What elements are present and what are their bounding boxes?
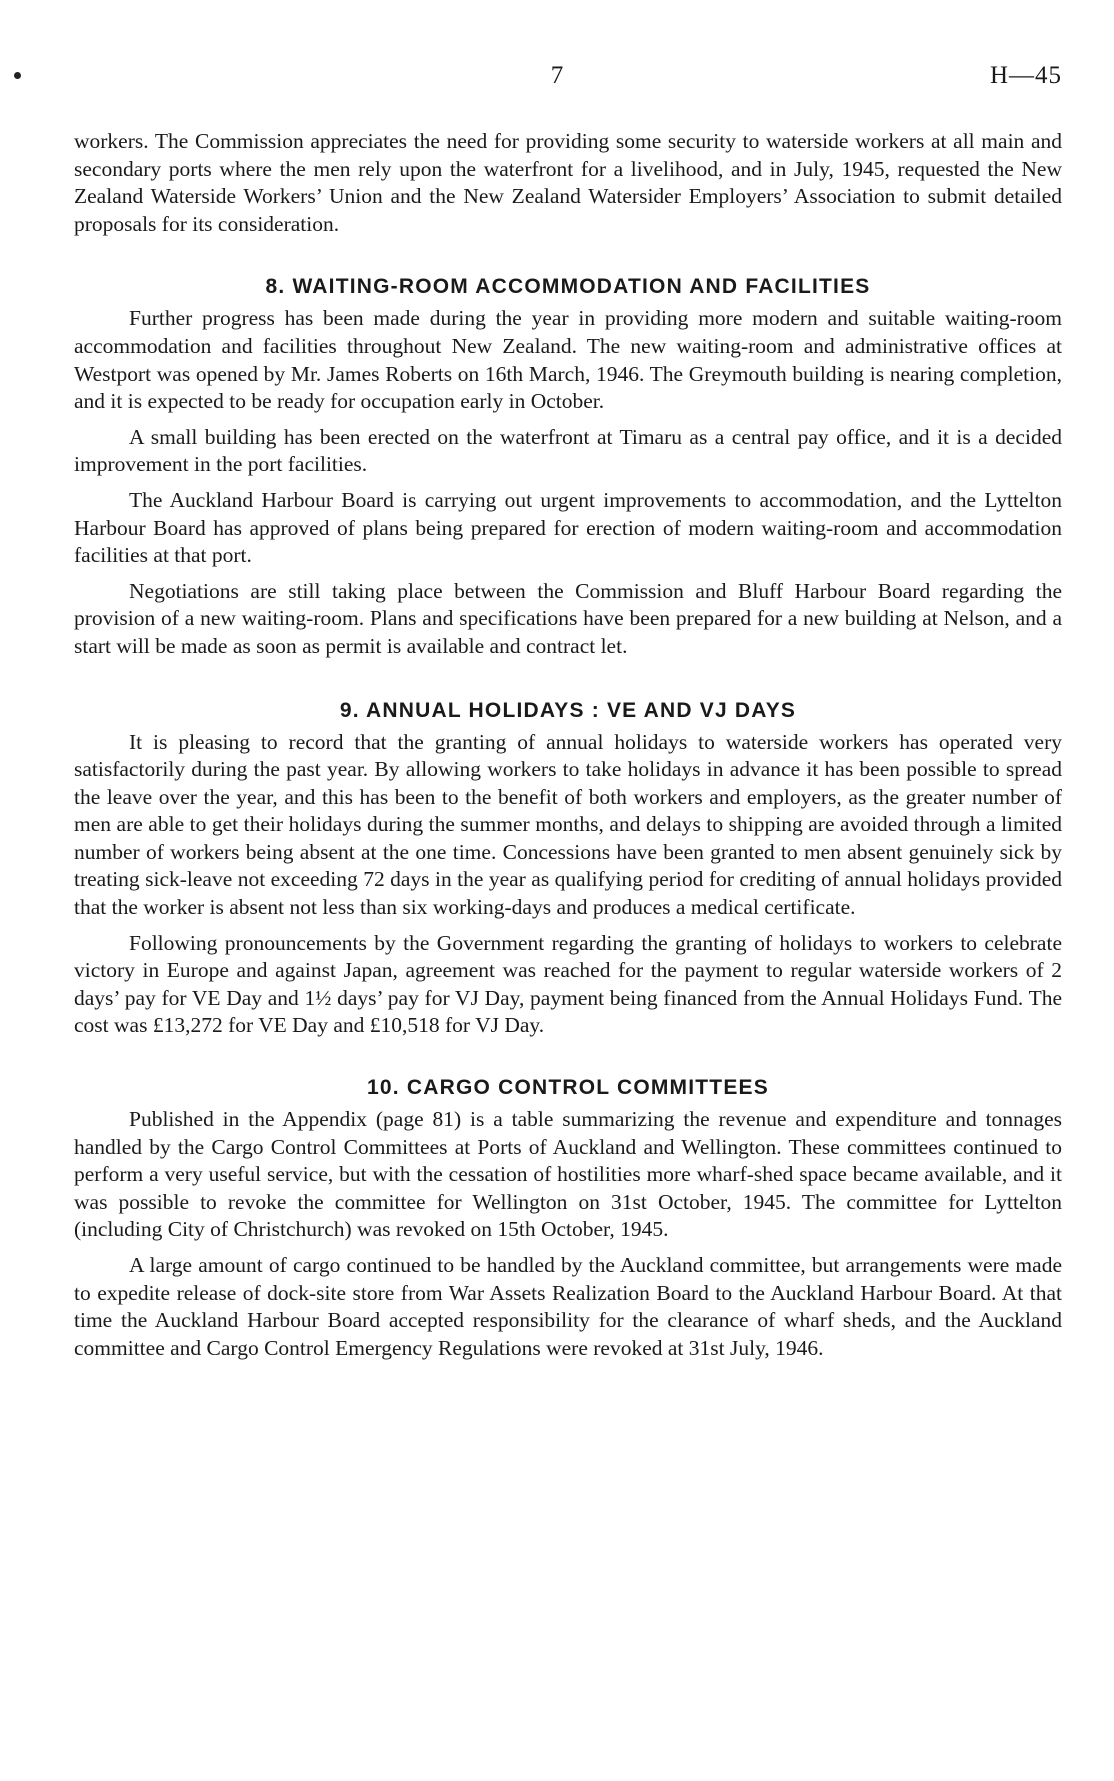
section-annual-holidays <box>74 697 1062 1041</box>
page-header <box>0 62 1114 92</box>
section-heading: 8. WAITING-ROOM ACCOMMODATION AND FACILITIES <box>265 275 871 299</box>
paragraph: A large amount of cargo continued to be handled by the Auckland committee, but arrangements were made to expedite release of dock-site store from War Assets Realization Board to the Auckland Harbour Board. At that time the Auckland Harbour Board accepted responsibility for the clearance of wharf sheds, and the Auckland committee and Cargo Control Emergency Regulations were revoked at 31st July, 1946. <box>74 1253 1062 1360</box>
intro-paragraph: workers. The Commission appreciates the need for providing some security to waterside workers at all main and secondary ports where the men rely upon the waterfront for a livelihood, and in July, 1945, requested the New Zealand Waterside Workers’ Union and the New Zealand Watersider Employers’ Association to submit detailed proposals for its consideration. <box>74 129 1062 236</box>
paragraph: The Auckland Harbour Board is carrying out urgent improvements to accommodation, and the Lyttelton Harbour Board has approved of plans being prepared for erection of modern waiting-room and accommodation facilities at that port. <box>74 487 1062 568</box>
paragraph: It is pleasing to record that the granting of annual holidays to waterside workers has operated very satisfactorily during the past year. By allowing workers to take holidays in advance it has been possible to spread the leave over the year, and this has been to the benefit of both workers and employers, as the greater number of men are able to get their holidays during the summer months, and delays to shipping are avoided through a limited number of workers being absent at the one time. Concessions have been granted to men absent genuinely sick by treating sick-leave not exceeding 72 days in the year as qualifying period for crediting of annual holidays provided that the worker is absent not less than six working-days and produces a medical certificate. <box>74 729 1062 920</box>
section-cargo-control <box>74 1074 1062 1362</box>
paragraph: Published in the Appendix (page 81) is a table summarizing the revenue and expenditure and tonnages handled by the Cargo Control Committees at Ports of Auckland and Wellington. These committees continued to perform a very useful service, but with the cessation of hostilities more wharf-shed space became available, and it was possible to revoke the committee for Wellington on 31st October, 1945. The committee for Lyttelton (including City of Christchurch) was revoked on 15th October, 1945. <box>74 1107 1062 1242</box>
section-waiting-room <box>74 273 1062 660</box>
page-body <box>74 128 1062 1362</box>
section-heading: 9. ANNUAL HOLIDAYS : VE AND VJ DAYS <box>339 698 797 722</box>
paragraph: Further progress has been made during the year in providing more modern and suitable waiting-room accommodation and facilities throughout New Zealand. The new waiting-room and administrative offices at Westport was opened by Mr. James Roberts on 16th March, 1946. The Greymouth building is nearing completion, and it is expected to be ready for occupation early in October. <box>74 306 1062 414</box>
paragraph: Negotiations are still taking place between the Commission and Bluff Harbour Board regarding the provision of a new waiting-room. Plans and specifications have been prepared for a new building at Nelson, and a start will be made as soon as permit is available and contract let. <box>74 578 1062 658</box>
section-heading: 10. CARGO CONTROL COMMITTEES <box>367 1076 769 1100</box>
page-number: 7 <box>550 62 564 89</box>
paragraph: A small building has been erected on the waterfront at Timaru as a central pay office, and it is a decided improvement in the port facilities. <box>74 424 1062 477</box>
paragraph: Following pronouncements by the Government regarding the granting of holidays to workers to celebrate victory in Europe and against Japan, agreement was reached for the payment to regular waterside workers of 2 days’ pay for VE Day and 1½ days’ pay for VJ Day, payment being financed from the Annual Holidays Fund. The cost was £13,272 for VE Day and £10,518 for VJ Day. <box>74 930 1062 1038</box>
document-reference: H—45 <box>989 62 1062 89</box>
